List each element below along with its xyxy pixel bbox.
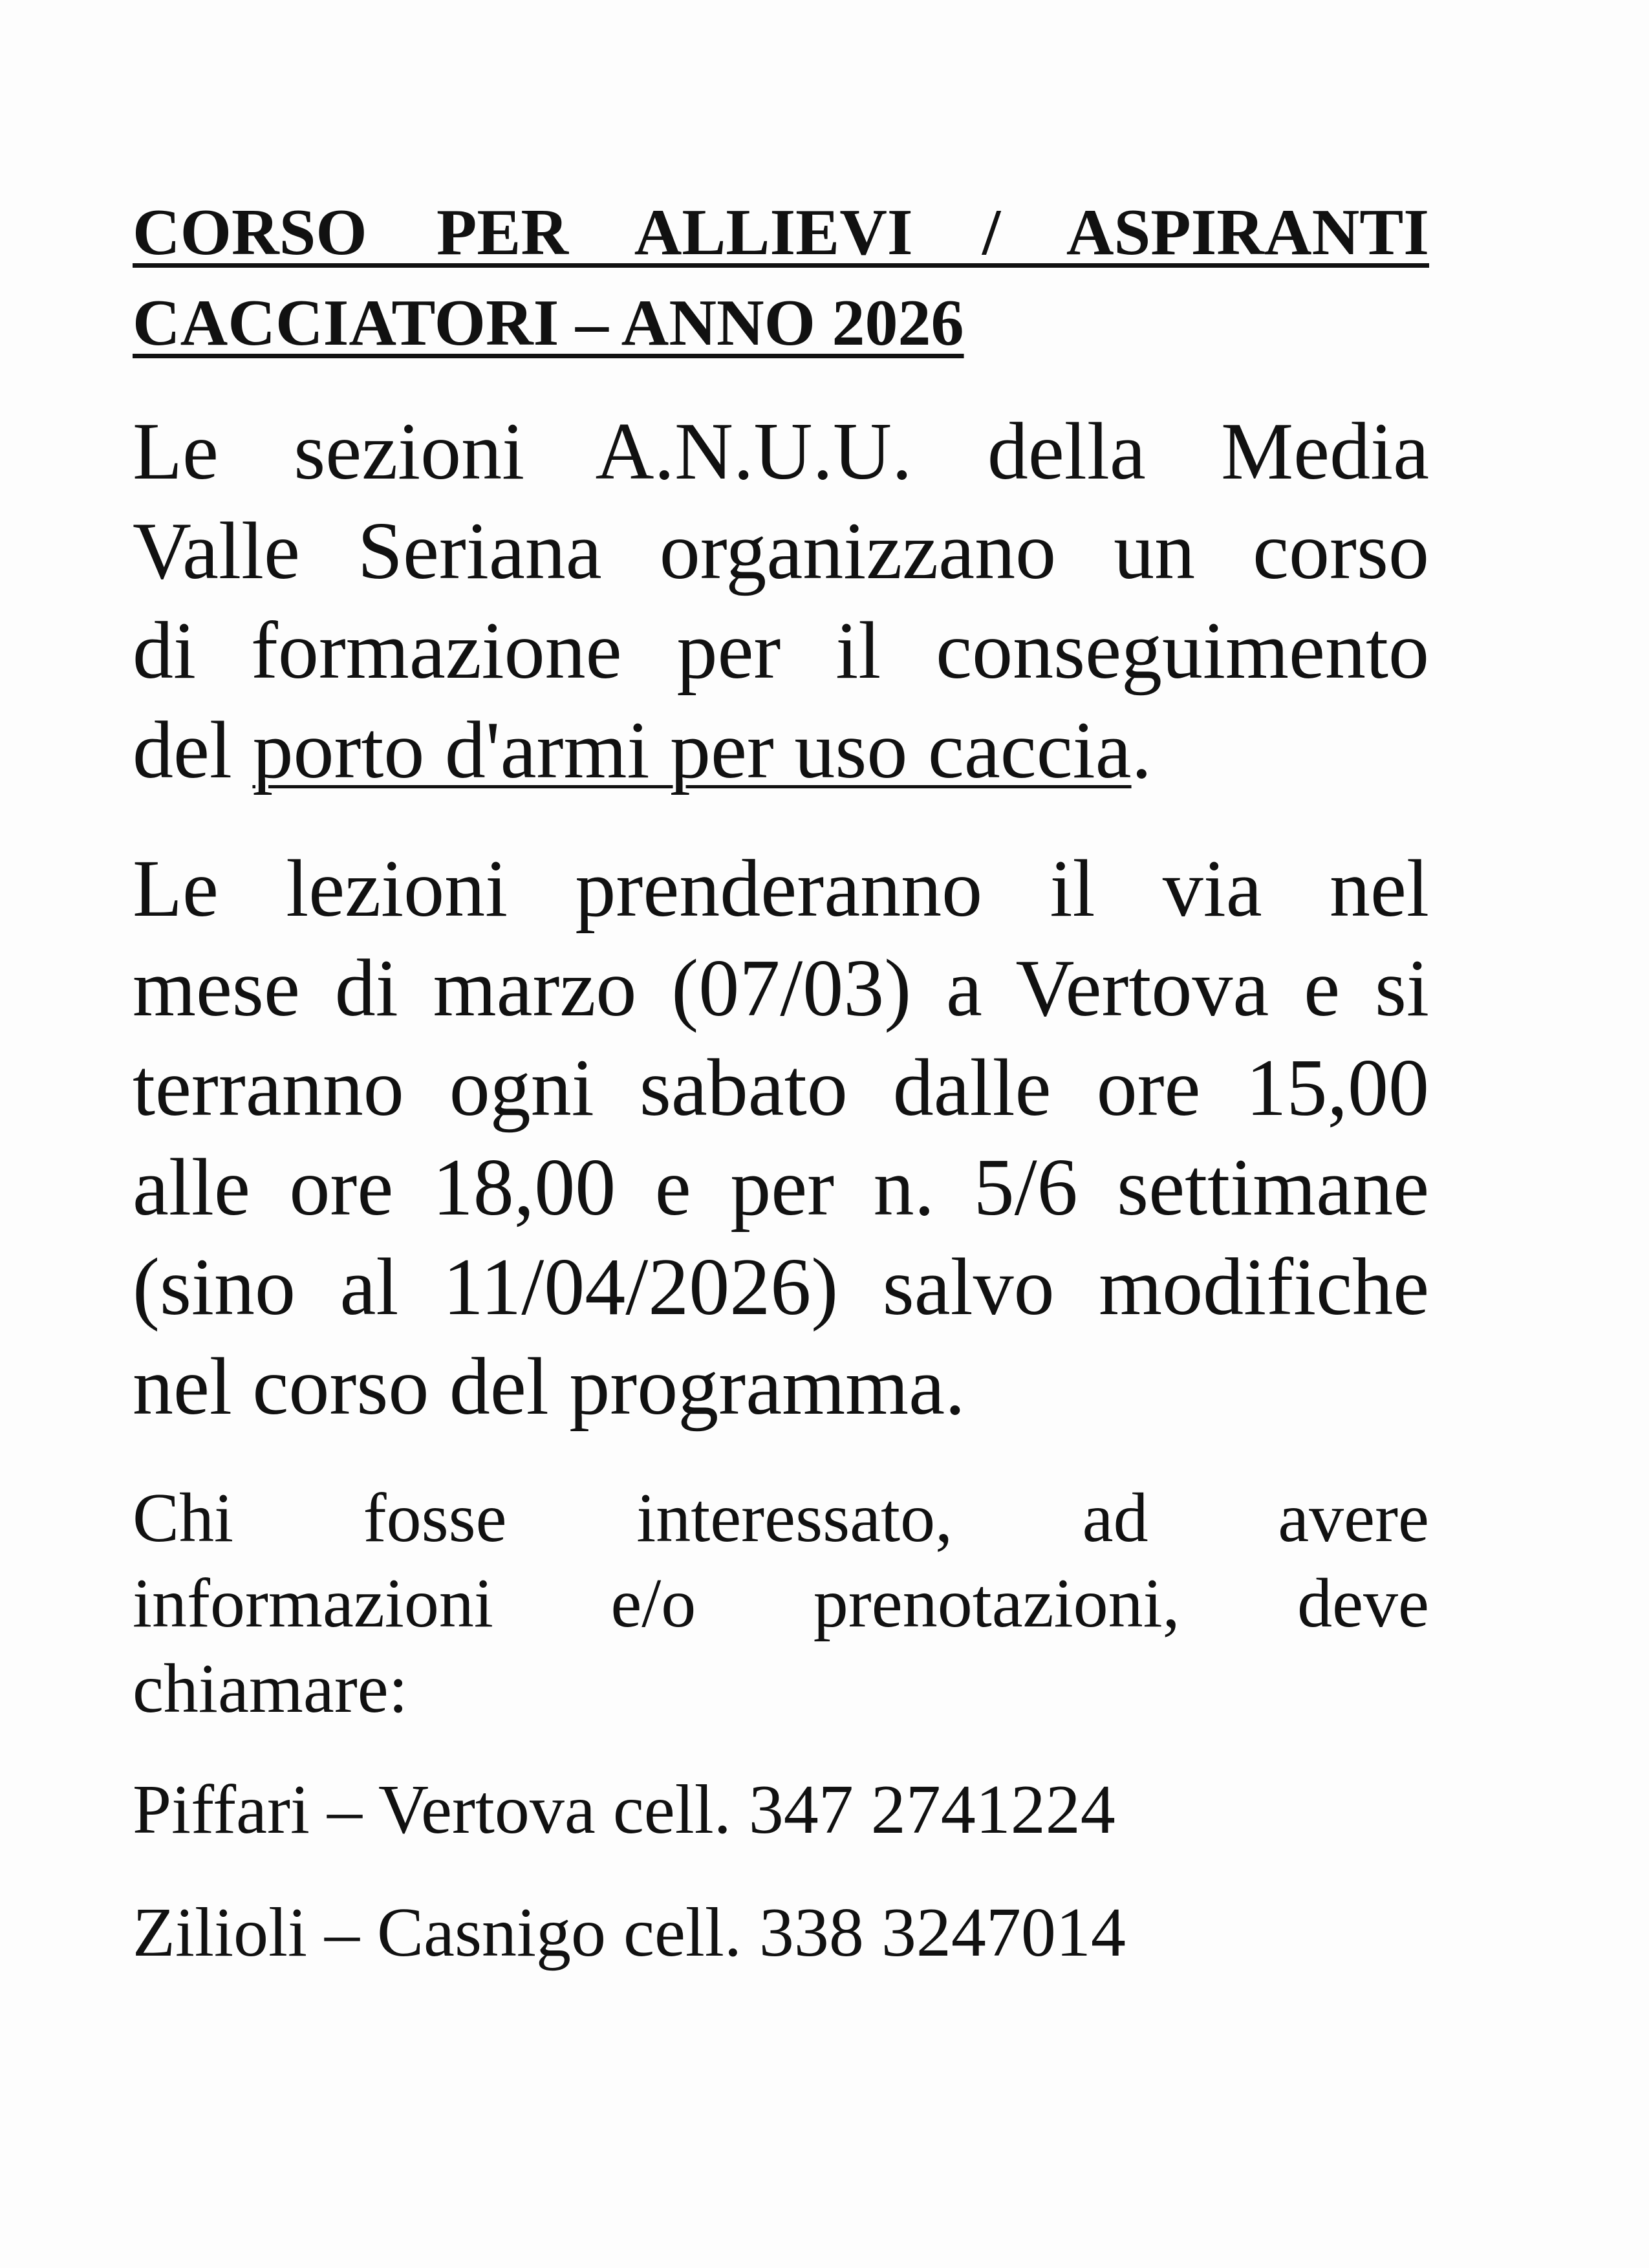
paragraph-line: nel corso del programma. (133, 1342, 965, 1432)
paragraph-line: terranno ogni sabato dalle ore 15,00 (133, 1043, 1429, 1133)
paragraph-line: Chi fosse interessato, ad avere (133, 1480, 1429, 1557)
contact-piffari: Piffari – Vertova cell. 347 2741224 (133, 1771, 1116, 1848)
paragraph-line: chiamare: (133, 1650, 408, 1727)
paragraph-course-intro (133, 402, 1429, 801)
line-prefix: del (133, 706, 253, 795)
paragraph-line: Le sezioni A.N.U.U. della Media (133, 407, 1429, 497)
contact-zilioli: Zilioli – Casnigo cell. 338 3247014 (133, 1894, 1126, 1971)
paragraph-line: mese di marzo (07/03) a Vertova e si (133, 944, 1429, 1033)
title-line-1: CORSO PER ALLIEVI / ASPIRANTI (133, 196, 1429, 269)
underlined-license-text: porto d'armi per uso caccia (252, 706, 1132, 795)
paragraph-line: (sino al 11/04/2026) salvo modifiche (133, 1242, 1429, 1332)
page-title (133, 188, 1429, 369)
line-suffix: . (1131, 706, 1152, 795)
paragraph-line: alle ore 18,00 e per n. 5/6 settimane (133, 1143, 1429, 1233)
document-content (133, 188, 1429, 1976)
paragraph-schedule (133, 839, 1429, 1437)
paragraph-line: di formazione per il conseguimento (133, 606, 1429, 696)
paragraph-line: Valle Seriana organizzano un corso (133, 506, 1429, 596)
paragraph-line (133, 701, 1429, 801)
paragraph-contact-info (133, 1476, 1429, 1732)
paragraph-line: Le lezioni prenderanno il via nel (133, 844, 1429, 934)
title-line-2: CACCIATORI – ANNO 2026 (133, 286, 964, 360)
paragraph-line: informazioni e/o prenotazioni, deve (133, 1565, 1429, 1642)
